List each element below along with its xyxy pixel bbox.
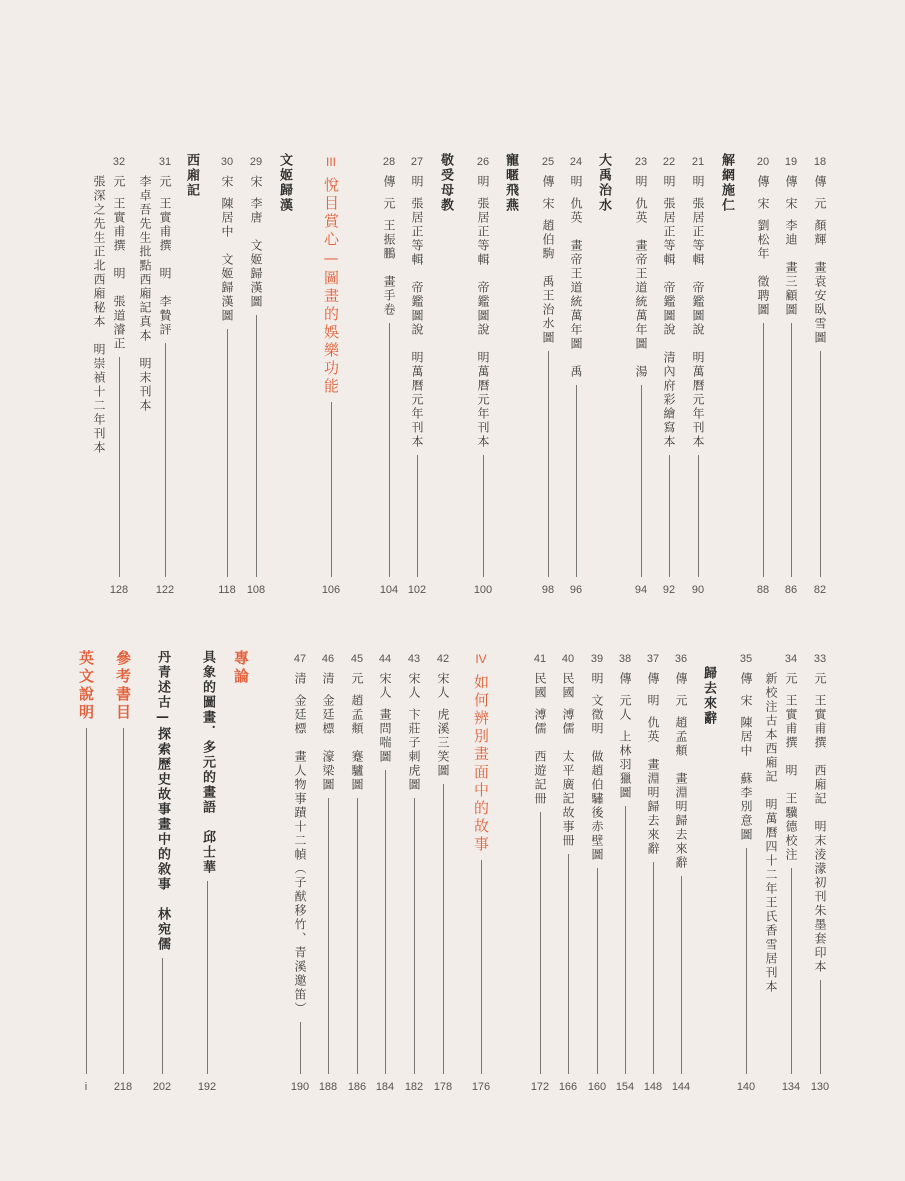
entry-page: 128 [109,584,129,596]
entry-page: 82 [813,584,827,596]
entry-dynasty: 明 [634,175,648,189]
leader-line [389,323,390,577]
entry-dynasty: 傳 [646,672,660,686]
leader-line [417,455,418,577]
toc-entry-37[interactable] [641,652,665,1094]
entry-number: 24 [569,156,583,168]
entry-dynasty: 傳 [756,175,770,189]
entry-era: 明 [646,694,660,708]
leader-line [681,876,682,1074]
entry-dynasty: 傳 [618,672,632,686]
entry-number: 22 [662,156,676,168]
leader-line [385,770,386,1074]
entry-era: 元人 [618,694,632,722]
english-entry[interactable] [74,650,98,1094]
entry-number: 34 [784,653,798,665]
entry-dynasty: 傳 [674,672,688,686]
leader-line [256,315,257,577]
entry-page: 100 [473,584,493,596]
entry-dynasty: 元 [112,175,126,189]
toc-entry-28[interactable] [377,155,401,597]
entry-dynasty: 元 [158,175,172,189]
chapter-title-jiewang: 解網施仁 [719,153,734,213]
leader-line [641,385,642,577]
toc-entry-30[interactable] [215,155,239,597]
leader-line [568,854,569,1074]
references-entry[interactable] [111,650,135,1094]
entry-title: 王實甫撰 西廂記 明末淩濛初刊朱墨套印本 [813,694,827,974]
entry-dynasty: 宋人 [436,672,450,700]
chapter-title-guiqu: 歸去來辭 [701,666,716,726]
entry-number: 42 [436,653,450,665]
toc-entry-34[interactable] [779,652,803,1094]
entry-title: 仇英 畫帝王道統萬年圖 禹 [569,197,583,379]
leader-line [123,728,124,1074]
section-title: 如何辨別畫面中的故事 [472,674,490,854]
leader-line [820,980,821,1074]
entry-dynasty: 民國 [561,672,575,700]
english-page: i [84,1081,88,1093]
toc-entry-18[interactable] [808,155,832,597]
entry-dynasty: 宋 [220,175,234,189]
leader-line [331,402,332,577]
section-title: 悅目賞心—圖畫的娛樂功能 [322,177,340,396]
entry-title: 趙孟頫 蹇驢圖 [350,694,364,792]
references-page: 218 [113,1081,133,1093]
entry-dynasty: 宋人 [378,672,392,700]
entry-page: 96 [569,584,583,596]
leader-line [746,848,747,1074]
entry-number: 36 [674,653,688,665]
toc-entry-42[interactable] [431,652,455,1094]
entry-title: 張居正等輯 帝鑑圖說 明萬曆元年刊本 [410,197,424,449]
entry-number: 39 [590,653,604,665]
section-page: 176 [471,1081,491,1093]
entry-era: 元 [674,694,688,708]
entry-page: 182 [404,1081,424,1093]
entry-era: 宋 [541,197,555,211]
entry-page: 186 [347,1081,367,1093]
entry-title: 李迪 畫三顧圖 [784,219,798,317]
entry-number: 23 [634,156,648,168]
toc-entry-22[interactable] [657,155,681,597]
toc-entry-27[interactable] [405,155,429,597]
chapter-title-xixiang: 西廂記 [184,153,199,198]
entry-title: 金廷標 畫人物事蹟十二幀（子猷移竹、青溪邀笛） [293,694,307,1016]
entry-dynasty: 清 [321,672,335,686]
entry-number: 18 [813,156,827,168]
entry-page: 90 [691,584,705,596]
entry-dynasty: 清 [293,672,307,686]
essay-entry-1[interactable] [195,650,219,1094]
essay-title: 具象的圖畫．多元的畫語 邱士華 [200,650,215,875]
entry-number: 37 [646,653,660,665]
entry-era: 元 [382,197,396,211]
toc-entry-23[interactable] [629,155,653,597]
toc-entry-25[interactable] [536,155,560,597]
entry-number: 41 [533,653,547,665]
entry-page: 104 [379,584,399,596]
entry-number: 44 [378,653,392,665]
toc-entry-45[interactable] [345,652,369,1094]
entry-number: 28 [382,156,396,168]
section-3[interactable] [317,155,345,597]
chapter-title-chongni: 寵暱飛燕 [503,153,518,213]
entry-title: 陳居中 蘇李別意圖 [739,716,753,842]
entry-dynasty: 元 [784,672,798,686]
leader-line [791,323,792,577]
leader-line [820,351,821,577]
entry-title: 王實甫撰 明 王驥德校注 [784,694,798,862]
toc-entry-24[interactable] [564,155,588,597]
entry-page: 140 [736,1081,756,1093]
leader-line [548,351,549,577]
entry-page: 154 [615,1081,635,1093]
toc-entry-46[interactable] [316,652,340,1094]
leader-line [443,784,444,1074]
entry-number: 40 [561,653,575,665]
entry-subtitle: 李卓吾先生批點西廂記真本 明末刊本 [138,175,152,413]
entry-dynasty: 傳 [541,175,555,189]
entry-number: 19 [784,156,798,168]
entry-dynasty: 元 [350,672,364,686]
leader-line [597,868,598,1074]
entry-title: 張居正等輯 帝鑑圖說 清內府彩繪寫本 [662,197,676,449]
leader-line [653,862,654,1074]
entry-title: 劉松年 徵聘圖 [756,219,770,317]
entry-page: 118 [218,584,236,596]
english-title: 英文說明 [77,650,95,722]
entry-number: 20 [756,156,770,168]
entry-title: 李唐 文姬歸漢圖 [249,197,263,309]
entry-number: 25 [541,156,555,168]
leader-line [357,798,358,1074]
leader-line [300,1022,301,1074]
entry-title: 溥儒 西遊記冊 [533,708,547,806]
entry-dynasty: 元 [813,672,827,686]
entry-number: 30 [220,156,234,168]
entry-title: 文徵明 做趙伯驌後赤壁圖 [590,694,604,862]
leader-line [625,806,626,1074]
essays-heading: 專論 [232,650,250,686]
entry-subtitle: 新校注古本西廂記 明萬曆四十二年王氏香雪居刊本 [764,672,778,994]
entry-dynasty: 明 [590,672,604,686]
entry-dynasty: 明 [691,175,705,189]
toc-entry-40[interactable] [556,652,580,1094]
toc-entry-31[interactable] [153,155,177,597]
entry-era: 宋 [739,694,753,708]
entry-page: 108 [246,584,266,596]
entry-number: 32 [112,156,126,168]
entry-number: 35 [739,653,753,665]
entry-title: 卞莊子刺虎圖 [407,708,421,792]
section-number: III [325,155,336,169]
toc-entry-41[interactable] [528,652,552,1094]
entry-number: 43 [407,653,421,665]
entry-title: 王振鵬 畫手卷 [382,219,396,317]
entry-subtitle: 張深之先生正北西廂秘本 明崇禎十二年刊本 [92,175,106,455]
leader-line [576,385,577,577]
entry-title: 張居正等輯 帝鑑圖說 明萬曆元年刊本 [476,197,490,449]
essay-entry-2[interactable] [150,650,174,1094]
toc-entry-36[interactable] [669,652,693,1094]
section-number: IV [475,652,487,666]
entry-title: 虎溪三笑圖 [436,708,450,778]
toc-entry-39[interactable] [585,652,609,1094]
leader-line [207,881,208,1074]
entry-number: 27 [410,156,424,168]
toc-entry-21[interactable] [686,155,710,597]
section-page: 106 [321,584,341,596]
leader-line [414,798,415,1074]
entry-era: 元 [813,197,827,211]
essay-page: 192 [197,1081,217,1093]
entry-page: 134 [781,1081,801,1093]
entry-dynasty: 明 [410,175,424,189]
entry-title: 溥儒 太平廣記故事冊 [561,708,575,848]
entry-title: 趙孟頫 畫淵明歸去來辭 [674,716,688,870]
entry-title: 王實甫撰 明 張道濬正 [112,197,126,351]
entry-number: 47 [293,653,307,665]
entry-number: 29 [249,156,263,168]
entry-page: 88 [756,584,770,596]
essay-page: 202 [152,1081,172,1093]
entry-page: 98 [541,584,555,596]
chapter-title-jingshou: 敬受母教 [438,153,453,213]
entry-page: 184 [375,1081,395,1093]
entry-era: 宋 [756,197,770,211]
entry-dynasty: 傳 [382,175,396,189]
entry-page: 190 [290,1081,310,1093]
entry-page: 92 [662,584,676,596]
entry-title: 顏輝 畫袁安臥雪圖 [813,219,827,345]
entry-page: 122 [155,584,175,596]
entry-dynasty: 傳 [784,175,798,189]
chapter-title-dayu: 大禹治水 [596,153,611,213]
entry-page: 102 [407,584,427,596]
entry-dynasty: 明 [662,175,676,189]
toc-entry-43[interactable] [402,652,426,1094]
section-4[interactable] [467,652,495,1094]
essay-title: 丹青述古—探索歷史故事畫中的敘事 林宛儒 [155,650,170,952]
toc-entry-35[interactable] [734,652,758,1094]
toc-entry-20[interactable] [751,155,775,597]
entry-number: 45 [350,653,364,665]
entry-page: 178 [433,1081,453,1093]
entry-page: 172 [530,1081,550,1093]
toc-entry-33[interactable] [808,652,832,1094]
entry-title: 畫問喘圖 [378,708,392,764]
toc-entry-38[interactable] [613,652,637,1094]
entry-title: 陳居中 文姬歸漢圖 [220,197,234,323]
leader-line [698,455,699,577]
entry-number: 38 [618,653,632,665]
entry-title: 金廷標 濠梁圖 [321,694,335,792]
entry-title: 王實甫撰 明 李贄評 [158,197,172,337]
entry-number: 21 [691,156,705,168]
entry-number: 26 [476,156,490,168]
entry-page: 188 [318,1081,338,1093]
entry-page: 160 [587,1081,607,1093]
chapter-title-wenji: 文姬歸漢 [277,153,292,213]
entry-page: 86 [784,584,798,596]
toc-entry-26[interactable] [471,155,495,597]
entry-dynasty: 明 [476,175,490,189]
entry-title: 仇英 畫帝王道統萬年圖 湯 [634,197,648,379]
entry-dynasty: 明 [569,175,583,189]
toc-entry-32[interactable] [107,155,131,597]
entry-dynasty: 傳 [813,175,827,189]
leader-line [481,860,482,1074]
references-title: 參考書目 [114,650,132,722]
entry-dynasty: 傳 [739,672,753,686]
entry-page: 166 [558,1081,578,1093]
leader-line [791,868,792,1074]
entry-dynasty: 民國 [533,672,547,700]
toc-entry-19[interactable] [779,155,803,597]
entry-number: 33 [813,653,827,665]
leader-line [86,728,87,1074]
entry-number: 46 [321,653,335,665]
entry-title: 上林羽獵圖 [618,730,632,800]
entry-page: 148 [643,1081,663,1093]
entry-number: 31 [158,156,172,168]
leader-line [119,357,120,577]
leader-line [483,455,484,577]
leader-line [669,455,670,577]
toc-entry-29[interactable] [244,155,268,597]
toc-entry-44[interactable] [373,652,397,1094]
leader-line [165,343,166,577]
entry-dynasty: 宋 [249,175,263,189]
leader-line [162,958,163,1074]
entry-dynasty: 宋人 [407,672,421,700]
entry-era: 宋 [784,197,798,211]
entry-page: 144 [671,1081,691,1093]
toc-entry-47[interactable] [288,652,312,1094]
entry-title: 趙伯駒 禹王治水圖 [541,219,555,345]
entry-title: 仇英 畫淵明歸去來辭 [646,716,660,856]
entry-page: 94 [634,584,648,596]
leader-line [763,323,764,577]
leader-line [328,798,329,1074]
entry-page: 130 [810,1081,830,1093]
entry-title: 張居正等輯 帝鑑圖說 明萬曆元年刊本 [691,197,705,449]
leader-line [227,329,228,577]
leader-line [540,812,541,1074]
